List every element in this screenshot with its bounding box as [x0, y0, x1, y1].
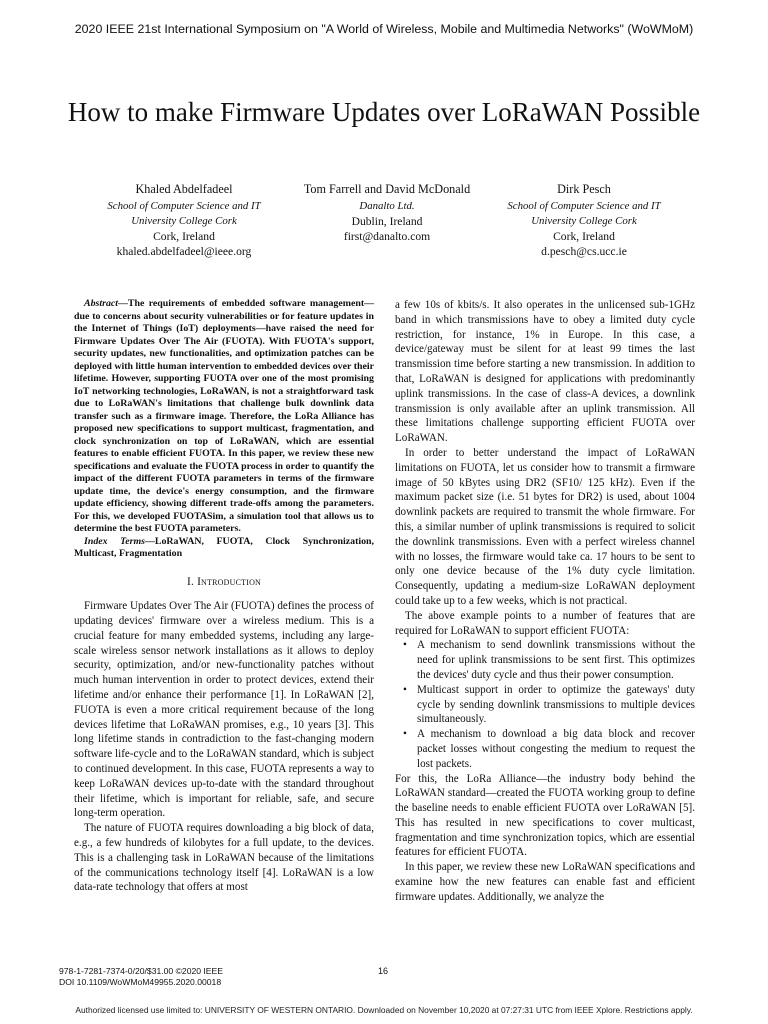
author-name: Dirk Pesch [557, 182, 611, 196]
footer-doi: DOI 10.1109/WoWMoM49955.2020.00018 [59, 977, 222, 987]
author-affiliation: University College Cork [531, 215, 637, 227]
author-affiliation: Danalto Ltd. [359, 200, 415, 212]
author-email: d.pesch@cs.ucc.ie [541, 245, 627, 258]
abstract-text: —The requirements of embedded software management—due to concerns about security vulnerabilities or for feature updates in the Internet of Things (IoT) deployments—have raised the need for Firmware Updates Over The Air (FUOTA). With FUOTA's support, security updates, new functionalities, and optimization patches can be deployed with little human intervention to embedded devices over their lifetime. However, supporting FUOTA over one of the most promising IoT networking technologies, LoRaWAN, is not a straightforward task due to LoRaWAN's limitations that challenge bulk downlink data transfer such as a firmware image. Therefore, the LoRa Alliance has proposed new specifications to support multicast, fragmentation, and clock synchronization on top of LoRaWAN, which are essential features to enable efficient FUOTA. In this paper, we review these new specifications and evaluate the FUOTA process in order to quantify the impact of the different FUOTA parameters in terms of the firmware update time, the device's energy consumption, and the firmware update efficiency, showing different trade-offs among the parameters. For this, we developed FUOTASim, a simulation tool that allows us to determine the best FUOTA parameters. [74, 298, 374, 534]
conference-header: 2020 IEEE 21st International Symposium on "A World of Wireless, Mobile and Multimedia Networks" (WoWMoM) [74, 22, 694, 36]
index-terms [74, 536, 374, 561]
author-location: Cork, Ireland [153, 230, 215, 243]
right-column [395, 298, 695, 905]
license-notice: Authorized licensed use limited to: UNIVERSITY OF WESTERN ONTARIO. Downloaded on November 10,2020 at 07:27:31 UTC from IEEE Xplore. Restrictions apply. [75, 1005, 693, 1015]
section-heading-introduction [74, 575, 374, 590]
author-name: Khaled Abdelfadeel [135, 182, 233, 196]
abstract-label: Abstract [84, 298, 119, 309]
index-terms-text: —LoRaWAN, FUOTA, Clock Synchronization, Multicast, Fragmentation [74, 535, 375, 559]
author-block-1 [90, 182, 278, 259]
author-affiliation: School of Computer Science and IT [107, 200, 261, 212]
paragraph: a few 10s of kbits/s. It also operates in the unlicensed sub-1GHz band in which transmissions have to obey a limited duty cycle restriction, for instance, 1% in Europe. In this case, a device/gateway must be silent for at least 99 times the last transmission time before starting a new transmission. In addition to that, LoRaWAN is designed for applications with predominantly uplink transmissions. In the case of class-A devices, a downlink transmission is only available after an uplink transmission. All these limitations challenge supporting efficient FUOTA over LoRaWAN. [395, 299, 695, 445]
page-number: 16 [378, 966, 389, 976]
list-item: • A mechanism to download a big data block and recover packet losses without congesting the medium to request the lost packets. [417, 727, 695, 771]
paragraph: In this paper, we review these new LoRaWAN specifications and examine how the new features can enable fast and efficient firmware updates. Additionally, we analyze the [395, 861, 695, 903]
paragraph: In order to better understand the impact of LoRaWAN limitations on FUOTA, let us consider how to transmit a firmware image of 50 kBytes using DR2 (SF10/ 125 kHz). Even if the maximum packet size (i.e. 51 bytes for DR2) is used, about 1004 downlink packets are required to transmit the whole firmware. For this, a similar number of uplink transmissions is required to solicit the downlink transmissions. Even with a perfect wireless channel with no losses, the firmware would take ca. 17 hours to be sent to only one device because of the 1% duty cycle limitation. Consequently, updating a medium-size LoRaWAN deployment could take up to a few weeks, which is not practical. [395, 446, 695, 607]
paragraph: The nature of FUOTA requires downloading a big block of data, e.g., a few hundreds of kilobytes for a full update, to the devices. This is a challenging task in LoRaWAN because of the limitations of the communications technology itself [4]. LoRaWAN is a low data-rate technology that offers at most [74, 822, 374, 894]
index-terms-label: Index Terms [84, 535, 146, 547]
paragraph: Firmware Updates Over The Air (FUOTA) defines the process of updating devices' firmware over a wireless medium. This is a crucial feature for many embedded systems, including any large-scale wireless sensor network installations as it allows to deploy security, optimization, and/or new-functionality patches without much human intervention in order to protect devices, extend their lifetime and/or enhance their performance [1]. In LoRaWAN [2], FUOTA is even a more critical requirement because of the long devices lifetime that LoRaWAN promises, e.g., 10 years [3]. This long lifetime stands in contradiction to the fast-changing modern software life-cycle and to the LoRaWAN standard, which is subject to continued development. In this case, FUOTA represents a way to keep LoRaWAN devices up-to-date with the standard throughout their lifetime, which is important for reliable, safe, and secure long-term operation. [74, 600, 374, 820]
author-block-3 [490, 182, 678, 259]
author-email: first@danalto.com [343, 230, 431, 243]
author-email: khaled.abdelfadeel@ieee.org [116, 245, 252, 258]
author-name: Tom Farrell and David McDonald [303, 182, 471, 196]
paper-title: How to make Firmware Updates over LoRaWAN Possible [67, 97, 701, 127]
left-column [74, 298, 374, 895]
author-affiliation: University College Cork [131, 215, 237, 227]
list-item: • Multicast support in order to optimize the gateways' duty cycle by sending downlink transmissions to multiple devices simultaneously. [417, 683, 695, 727]
section-numeral: I. [186, 575, 198, 588]
paragraph: For this, the LoRa Alliance—the industry body behind the LoRaWAN standard—created the FUOTA working group to define the baseline needs to enable efficient FUOTA over LoRaWAN [5]. This has resulted in new specifications to cover multicast, fragmentation and time synchronization topics, which are essential features for efficient FUOTA. [395, 772, 695, 859]
author-location: Dublin, Ireland [351, 215, 423, 228]
author-location: Cork, Ireland [553, 230, 615, 243]
feature-list [395, 638, 695, 771]
footer-copyright [59, 966, 223, 988]
list-item: • A mechanism to send downlink transmissions without the need for uplink transmissions to be sent first. This optimizes the devices' duty cycle and thus their power consumption. [417, 638, 695, 682]
abstract [74, 298, 374, 536]
section-title: Introduction [197, 575, 262, 588]
author-affiliation: School of Computer Science and IT [507, 200, 661, 212]
footer-isbn: 978-1-7281-7374-0/20/$31.00 ©2020 IEEE [59, 966, 224, 976]
paragraph: The above example points to a number of features that are required for LoRaWAN to support efficient FUOTA: [395, 609, 695, 637]
author-block-2 [282, 182, 492, 244]
